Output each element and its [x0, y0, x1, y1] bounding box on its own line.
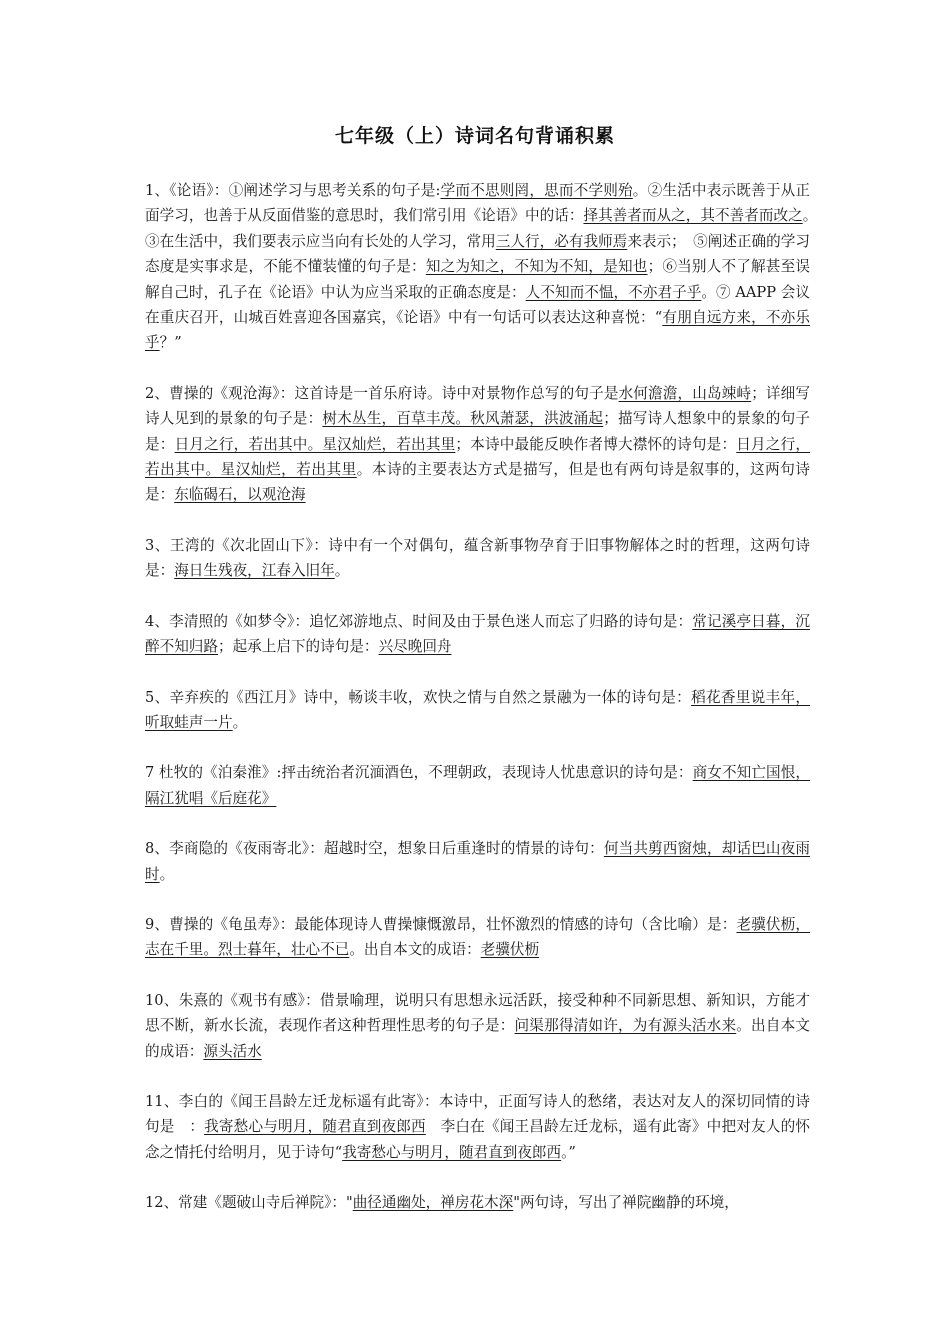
paragraph-text: ；⑥当别人不了解甚至误解自己时，孔子在《论语》中认为应当采取的正确态度是： — [145, 258, 810, 301]
paragraph-text: 9、曹操的《龟虽寿》：最能体现诗人曹操慷慨激昂，壮怀激烈的情感的诗句（含比喻）是： — [145, 915, 737, 933]
answer-text: 人不知而不愠，不亦君子乎 — [525, 283, 702, 301]
answer-text: 树木丛生，百草丰茂。秋风萧瑟，洪波涌起 — [322, 410, 604, 428]
paragraph — [145, 988, 810, 1064]
paragraph-text: ；详细写诗人见到的景象的句子是： — [145, 384, 810, 428]
paragraph-text: ？” — [159, 334, 182, 352]
paragraph — [145, 1190, 810, 1215]
paragraph — [145, 1089, 810, 1165]
paragraph — [145, 685, 810, 736]
paragraph-text: 3、王湾的《次北固山下》：诗中有一个对偶句，蕴含新事物孕育于旧事物解体之时的哲理，这两句诗是： — [145, 536, 810, 580]
answer-text: 日月之行，若出其中。星汉灿烂，若出其里 — [145, 435, 810, 479]
document-body — [145, 178, 825, 1241]
paragraph-text: 1、《论语》：①阐述学习与思考关系的句子是: — [145, 182, 441, 199]
paragraph-text: 10、朱熹的《观书有感》：借景喻理，说明只有思想永远活跃，接受种种不同新思想、新知识，方能才思不断，新水长流，表现作者这种哲理性思考的句子是： — [145, 991, 810, 1035]
answer-text: 有朋自远方来，不亦乐乎 — [145, 309, 810, 352]
answer-text: 三人行，必有我师焉 — [495, 232, 628, 250]
document-title: 七年级（上）诗词名句背诵积累 — [334, 125, 615, 147]
paragraph-text: 11、李白的《闻王昌龄左迁龙标遥有此寄》：本诗中，正面写诗人的愁绪，表达对友人的深切同情的诗句是 ： — [145, 1092, 810, 1136]
paragraph-text: 。出自本文的成语： — [349, 941, 481, 959]
answer-text: 商女不知亡国恨，隔江犹唱《后庭花》 — [145, 764, 810, 807]
paragraph-text: 12、常建《题破山寺后禅院》：" — [145, 1194, 353, 1212]
answer-text: 学而不思则罔，思而不学则殆 — [440, 182, 633, 199]
paragraph-text: ；本诗中最能反映作者博大襟怀的诗句是： — [455, 435, 737, 453]
paragraph-text: 5、辛弃疾的《西江月》诗中，畅谈丰收，欢快之情与自然之景融为一体的诗句是： — [145, 688, 692, 706]
paragraph-text: 。出自本文的成语： — [145, 1017, 810, 1060]
paragraph-text: 8、李商隐的《夜雨寄北》：超越时空，想象日后重逢时的情景的诗句： — [145, 840, 604, 858]
paragraph-text: "两句诗，写出了禅院幽静的环境， — [513, 1194, 739, 1212]
paragraph-text: 来表示； ⑤阐述正确的学习态度是实事求是，不能不懂装懂的句子是： — [145, 232, 810, 276]
paragraph-text: 4、李清照的《如梦令》：追忆郊游地点、时间及由于景色迷人而忘了归路的诗句是： — [145, 612, 693, 630]
answer-text: 日月之行，若出其中。星汉灿烂，若出其里 — [174, 435, 456, 453]
paragraph-text: ；起承上启下的诗句是： — [217, 638, 379, 656]
paragraph-text: 。②生活中表示既善于从正面学习，也善于从反面借鉴的意思时，我们常引用《论语》中的话： — [145, 182, 810, 225]
answer-text: 择其善者而从之，其不善者而改之 — [583, 207, 803, 225]
answer-text: 稻花香里说丰年，听取蛙声一片 — [145, 688, 810, 731]
paragraph-text: 。 — [334, 562, 350, 580]
answer-text: 我寄愁心与明月，随君直到夜郎西 — [342, 1143, 562, 1161]
answer-text: 问渠那得清如许，为有源头活水来 — [514, 1017, 737, 1035]
paragraph-text: 李白在《闻王昌龄左迁龙标，遥有此寄》中把对友人的怀念之情托付给明月，见于诗句“ — [145, 1118, 810, 1161]
answer-text: 何当共剪西窗烛，却话巴山夜雨时 — [145, 840, 810, 883]
paragraph-text: 2、曹操的《观沧海》：这首诗是一首乐府诗。诗中对景物作总写的句子是 — [145, 384, 619, 402]
answer-text: 常记溪亭日暮，沉醉不知归路 — [145, 612, 810, 656]
paragraph-text: 。本诗的主要表达方式是描写，但是也有两句诗是叙事的，这两句诗是： — [145, 461, 810, 504]
paragraph-text: ；描写诗人想象中的景象的句子是： — [145, 410, 810, 453]
paragraph-text: 。” — [561, 1143, 576, 1161]
paragraph-text: 。 — [159, 865, 175, 883]
paragraph-text: 。 ③在生活中，我们要表示应当向有长处的人学习，常用 — [145, 207, 825, 250]
answer-text: 东临碣石，以观沧海 — [174, 486, 306, 504]
answer-text: 兴尽晚回舟 — [378, 638, 452, 656]
paragraph-text: 7 杜牧的《泊秦淮》:抨击统治者沉湎酒色，不理朝政，表现诗人忧患意识的诗句是： — [145, 764, 693, 782]
paragraph — [145, 381, 810, 508]
answer-text: 我寄愁心与明月，随君直到夜郎西 — [204, 1118, 426, 1136]
paragraph — [145, 533, 810, 584]
paragraph — [145, 609, 810, 660]
answer-text: 老骥伏枥 — [480, 941, 540, 959]
paragraph — [145, 178, 825, 356]
answer-text: 老骥伏枥，志在千里。烈士暮年，壮心不已 — [145, 915, 810, 959]
answer-text: 水何澹澹，山岛竦峙 — [618, 384, 752, 402]
paragraph-text: 。⑦ AAPP 会议在重庆召开，山城百姓喜迎各国嘉宾，《论语》中有一句话可以表达这种喜悦：“ — [145, 283, 810, 327]
paragraph — [145, 912, 810, 963]
paragraph — [145, 836, 810, 887]
answer-text: 海日生残夜，江春入旧年 — [174, 562, 335, 580]
paragraph — [145, 760, 810, 811]
answer-text: 知之为知之，不知为不知，是知也 — [425, 258, 648, 276]
paragraph-text: 。 — [232, 713, 248, 731]
answer-text: 曲径通幽处，禅房花木深 — [352, 1194, 514, 1212]
answer-text: 源头活水 — [203, 1042, 262, 1060]
